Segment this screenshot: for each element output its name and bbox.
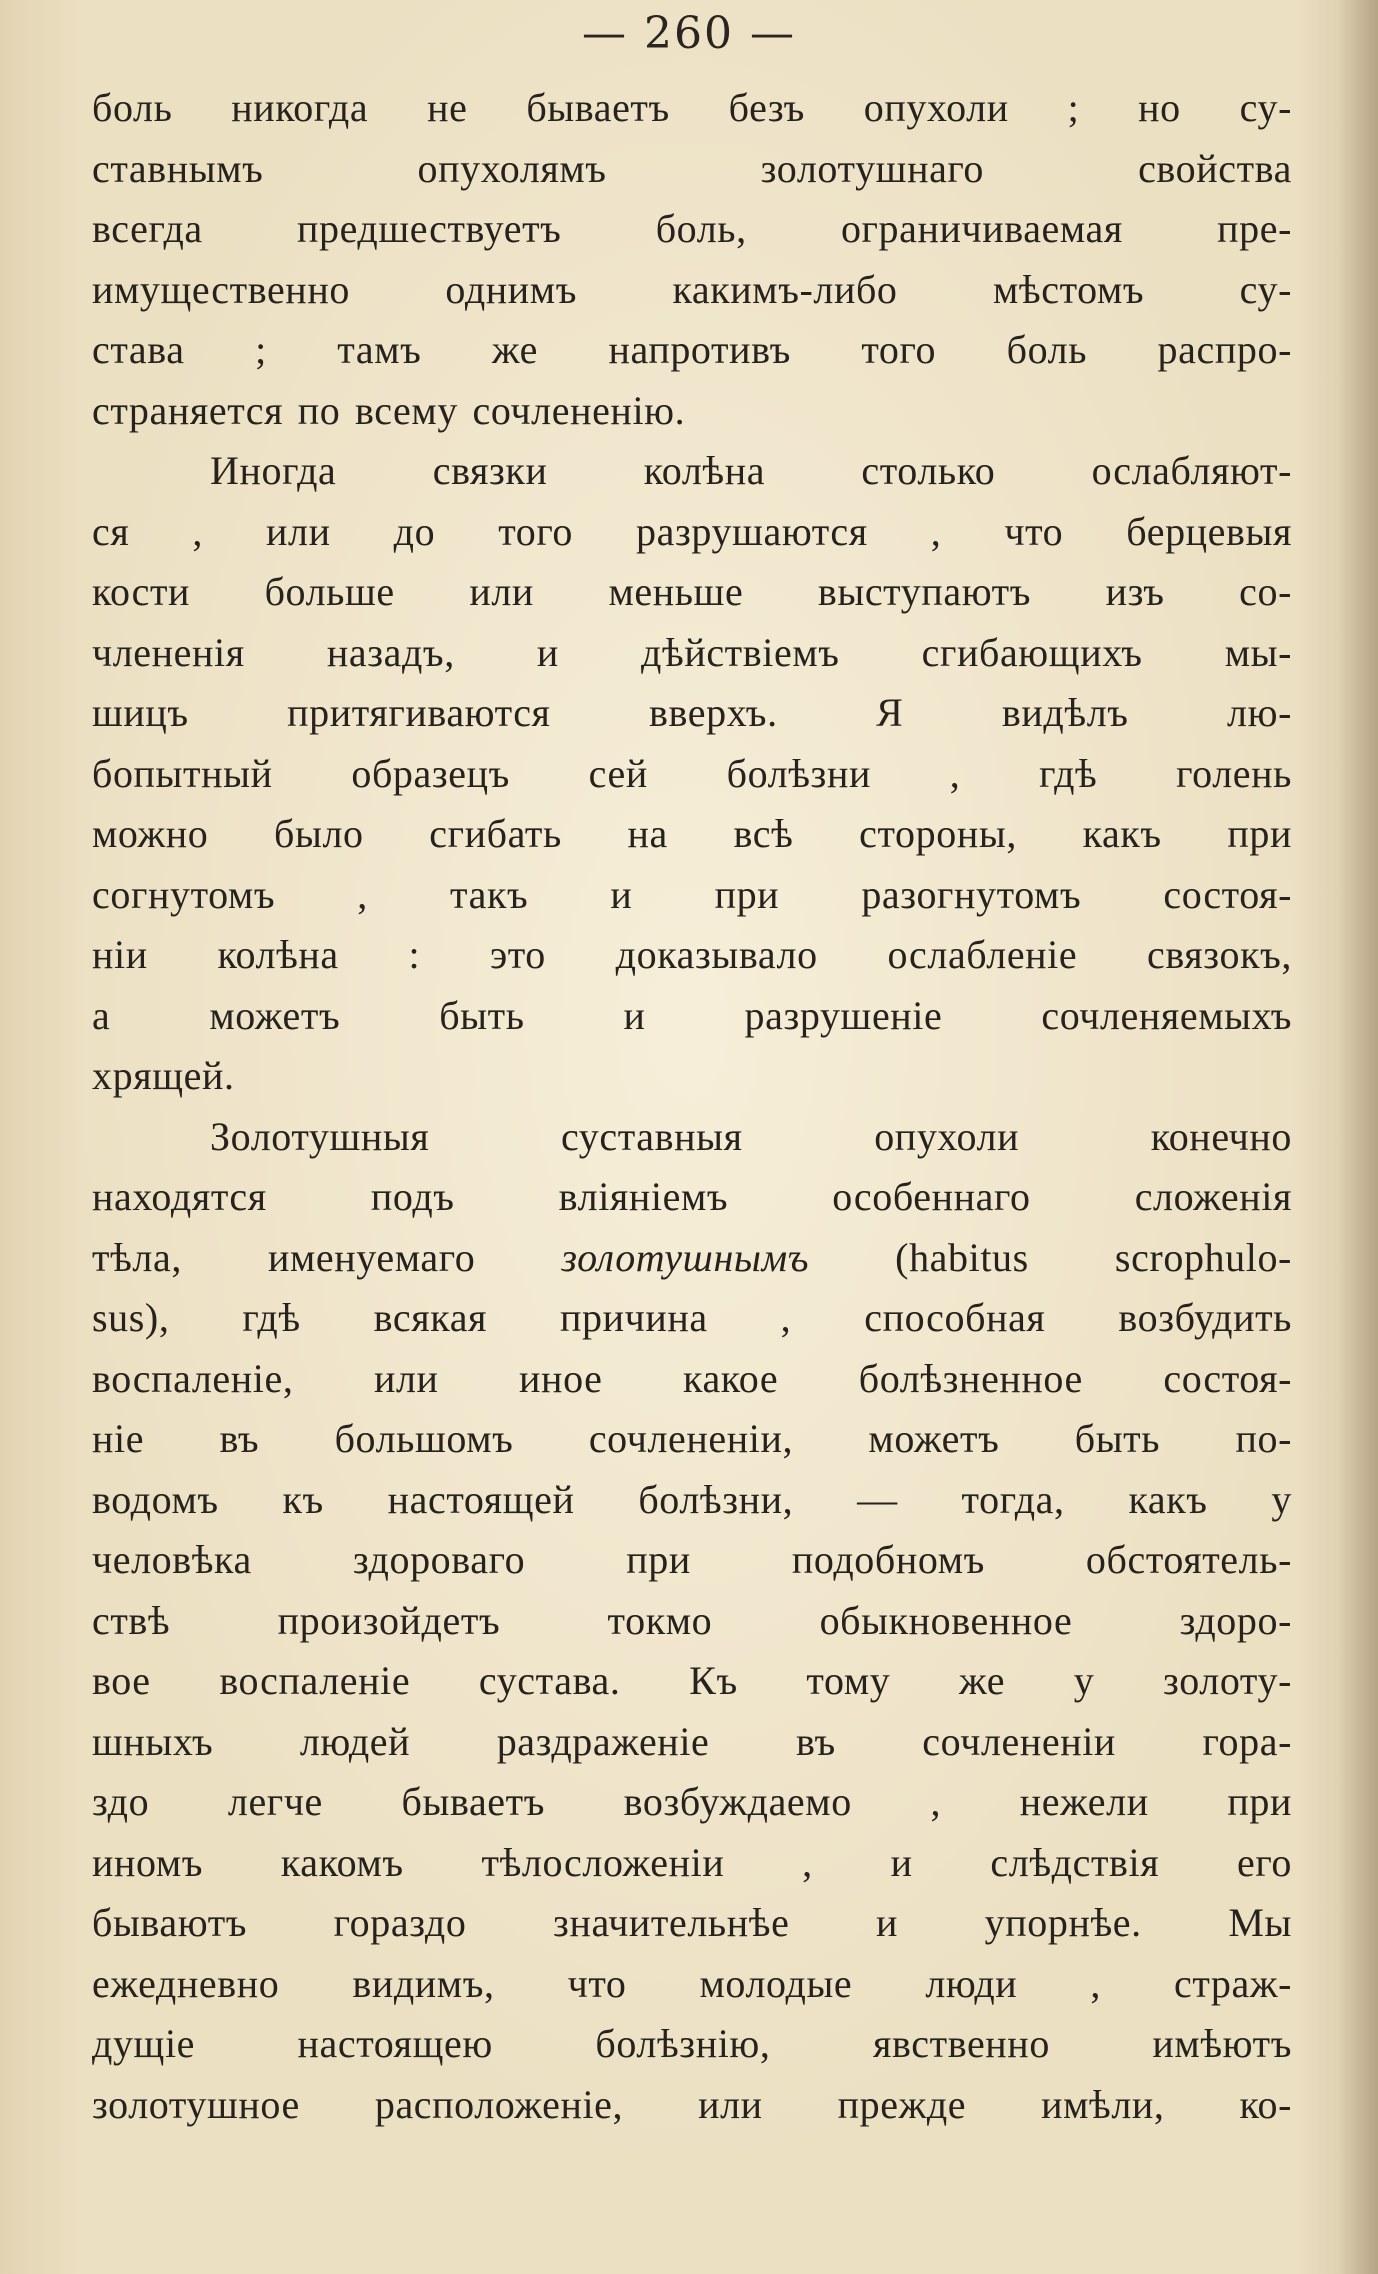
text-line: находятся подъ вліяніемъ особеннаго сложенія	[92, 1174, 1292, 1219]
text-line: шицъ притягиваются вверхъ. Я видѣлъ лю-	[92, 690, 1292, 735]
paragraph-1	[92, 78, 1292, 441]
text-line: Золотушныя суставныя опухоли конечно	[210, 1113, 1292, 1159]
text-line: ніи колѣна : это доказывало ослабленіе связокъ,	[92, 932, 1292, 977]
text-line: Иногда связки колѣна столько ослабляют-	[210, 448, 1292, 493]
text-line: хрящей.	[92, 1053, 235, 1098]
text-line: имущественно однимъ какимъ-либо мѣстомъ су-	[92, 266, 1292, 312]
text-line: страняется по всему сочлененію.	[92, 387, 686, 433]
page-number: — 260 —	[582, 8, 796, 59]
text-line: става ; тамъ же напротивъ того боль распро-	[92, 327, 1292, 372]
text-line: золотушное расположеніе, или прежде имѣли, ко-	[92, 2081, 1292, 2127]
text-line: ставнымъ опухолямъ золотушнаго свойства	[92, 145, 1292, 191]
text-line: кости больше или меньше выступаютъ изъ со-	[92, 569, 1292, 614]
text-line: вое воспаленіе сустава. Къ тому же у золоту-	[92, 1658, 1292, 1703]
body-text	[92, 78, 1292, 2135]
text-line: дущіе настоящею болѣзнію, явственно имѣютъ	[92, 2021, 1292, 2066]
spine-shadow	[1338, 0, 1378, 2274]
paragraph-2	[92, 441, 1292, 1107]
text-line: ся , или до того разрушаются , что берцевыя	[92, 508, 1292, 554]
text-line: а можетъ быть и разрушеніе сочленяемыхъ	[92, 992, 1292, 1038]
text-line: шныхъ людей раздраженіе въ сочлененіи гора-	[92, 1718, 1292, 1764]
paragraph-3	[92, 1107, 1292, 2136]
text-line: здо легче бываетъ возбуждаемо , нежели при	[92, 1779, 1292, 1824]
text-line: всегда предшествуетъ боль, ограничиваемая пре-	[92, 206, 1292, 251]
text-line-with-italic	[92, 1228, 1292, 1289]
text-line: ежедневно видимъ, что молодые люди , страж-	[92, 1960, 1292, 2006]
text-line: ніе въ большомъ сочлененіи, можетъ быть по-	[92, 1416, 1292, 1461]
text-line: человѣка здороваго при подобномъ обстоятель-	[92, 1537, 1292, 1582]
text-line: согнутомъ , такъ и при разогнутомъ состоя-	[92, 871, 1292, 917]
text-line: бопытный образецъ сей болѣзни , гдѣ голень	[92, 750, 1292, 796]
text-line: боль никогда не бываетъ безъ опухоли ; но су-	[92, 85, 1292, 130]
text-line: иномъ какомъ тѣлосложеніи , и слѣдствія его	[92, 1839, 1292, 1885]
text-line: воспаленіе, или иное какое болѣзненное состоя-	[92, 1355, 1292, 1401]
text-line: ствѣ произойдетъ токмо обыкновенное здоро-	[92, 1597, 1292, 1643]
text-line: sus), гдѣ всякая причина , способная возбудить	[92, 1295, 1292, 1340]
text-line: водомъ къ настоящей болѣзни, — тогда, какъ у	[92, 1476, 1292, 1522]
italic-term: золотушнымъ	[561, 1234, 810, 1280]
text-line: можно было сгибать на всѣ стороны, какъ при	[92, 811, 1292, 856]
text-run: (habitus scrophulo-	[809, 1234, 1292, 1280]
text-run: тѣла, именуемаго	[92, 1234, 562, 1280]
text-line: бываютъ гораздо значительнѣе и упорнѣе. Мы	[92, 1900, 1292, 1945]
text-line: члененія назадъ, и дѣйствіемъ сгибающихъ мы-	[92, 629, 1292, 675]
